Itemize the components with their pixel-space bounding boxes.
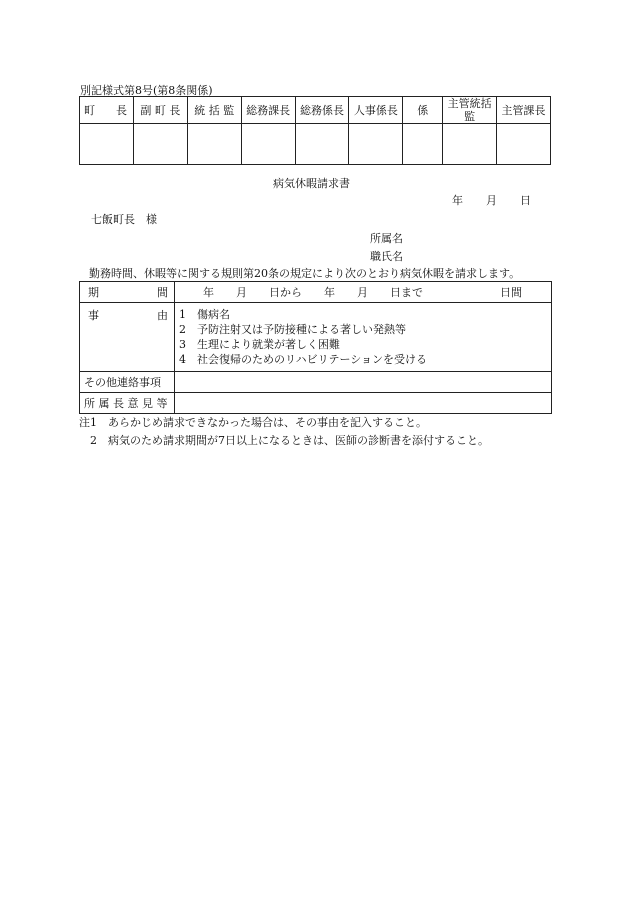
- stamp-box[interactable]: [241, 124, 295, 165]
- approval-header-personnel-section-chief: 人事係長: [349, 97, 403, 124]
- approval-header-staff: 係: [403, 97, 443, 124]
- note-2: 2 病気のため請求期間が7日以上になるときは、医師の診断書を添付すること。: [79, 434, 489, 447]
- reason-row: [80, 303, 552, 372]
- request-table: [79, 281, 552, 414]
- approval-table: [79, 96, 551, 165]
- stamp-box[interactable]: [295, 124, 349, 165]
- period-label: 期 間: [80, 282, 175, 303]
- period-value[interactable]: 年 月 日から 年 月 日まで 日間: [175, 282, 552, 303]
- reason-option[interactable]: 4 社会復帰のためのリハビリテーションを受ける: [179, 353, 428, 366]
- stamp-box[interactable]: [443, 124, 497, 165]
- approval-header-town-mayor: 町 長: [80, 97, 134, 124]
- date-year: 年: [452, 194, 463, 207]
- employee-name-label: 職氏名: [370, 250, 403, 263]
- stamp-box[interactable]: [497, 124, 551, 165]
- stamp-box[interactable]: [80, 124, 134, 165]
- chief-opinion-label: 所 属 長 意 見 等: [80, 393, 175, 414]
- date-month: 月: [486, 194, 497, 207]
- approval-header-general-affairs-section-chief: 総務係長: [295, 97, 349, 124]
- stamp-box[interactable]: [403, 124, 443, 165]
- reason-option[interactable]: 1 傷病名: [179, 308, 230, 321]
- chief-opinion-row: [80, 393, 552, 414]
- date-day: 日: [520, 194, 531, 207]
- approval-header-row: [80, 97, 551, 124]
- approval-header-general-supervisor: 統 括 監: [187, 97, 241, 124]
- department-label: 所属名: [370, 232, 403, 245]
- reason-label: 事 由: [80, 303, 175, 372]
- document-title: 病気休暇請求書: [273, 177, 350, 190]
- form-number: 別記様式第8号(第8条関係): [80, 84, 213, 97]
- approval-stamp-row: [80, 124, 551, 165]
- other-contact-row: [80, 372, 552, 393]
- period-row: [80, 282, 552, 303]
- reason-option[interactable]: 3 生理により就業が著しく困難: [179, 338, 340, 351]
- approval-header-managing-chief: 主管課長: [497, 97, 551, 124]
- reason-options[interactable]: [175, 303, 552, 372]
- reason-option[interactable]: 2 予防注射又は予防接種による著しい発熱等: [179, 323, 406, 336]
- approval-header-general-affairs-chief: 総務課長: [241, 97, 295, 124]
- note-1: 注1 あらかじめ請求できなかった場合は、その事由を記入すること。: [79, 416, 427, 429]
- stamp-box[interactable]: [349, 124, 403, 165]
- other-contact-field[interactable]: [175, 372, 552, 393]
- stamp-box[interactable]: [133, 124, 187, 165]
- request-statement: 勤務時間、休暇等に関する規則第20条の規定により次のとおり病気休暇を請求します。: [89, 267, 521, 280]
- chief-opinion-field[interactable]: [175, 393, 552, 414]
- approval-header-managing-supervisor: 主管統括監: [443, 97, 497, 124]
- other-contact-label: その他連絡事項: [80, 372, 175, 393]
- approval-header-deputy-mayor: 副 町 長: [133, 97, 187, 124]
- addressee: 七飯町長 様: [91, 213, 157, 226]
- stamp-box[interactable]: [187, 124, 241, 165]
